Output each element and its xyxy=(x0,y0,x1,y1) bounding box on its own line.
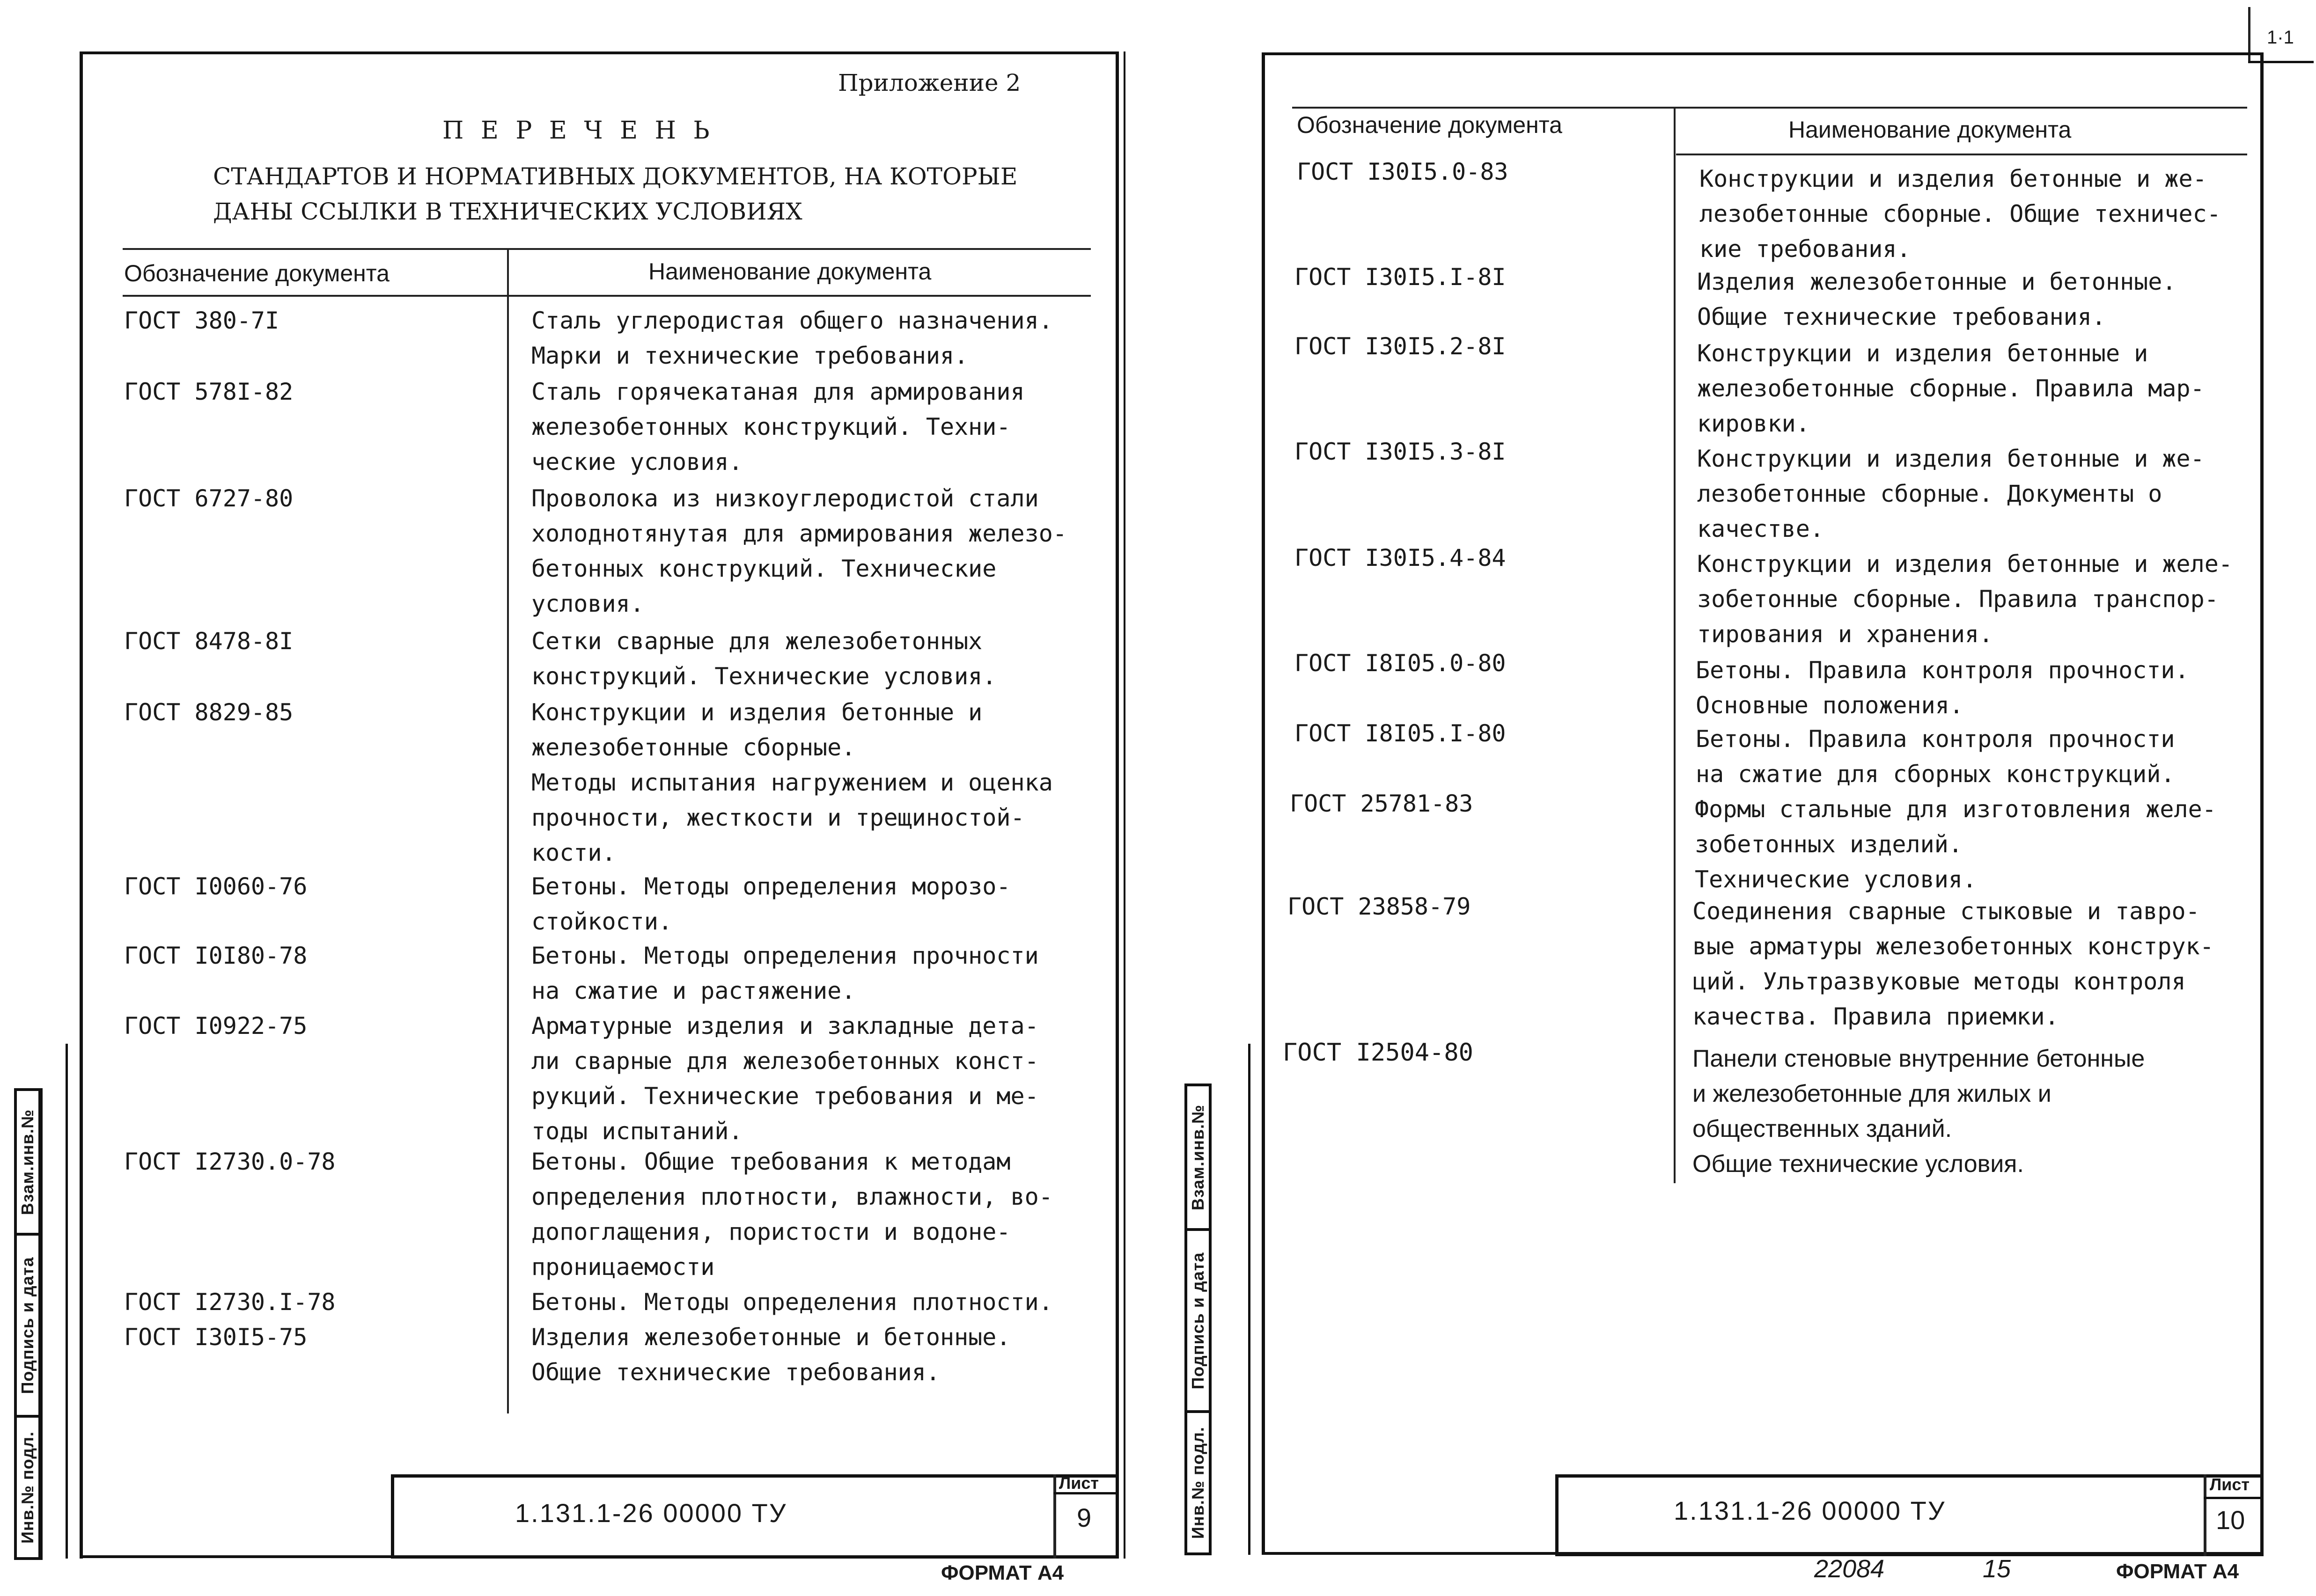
table-header-bottom-rule xyxy=(1676,154,2247,155)
table-row-name: Изделия железобетонные и бетонные. Общие технические требования. xyxy=(1697,268,2176,330)
subtitle-line-1: СТАНДАРТОВ И НОРМАТИВНЫХ ДОКУМЕНТОВ, НА КОТОРЫЕ xyxy=(213,163,1018,190)
sheet-label: Лист xyxy=(2210,1475,2250,1494)
title-block-divider xyxy=(1053,1474,1056,1559)
table-row-name: Конструкции и изделия бетонные и желе- зобетонные сборные. Правила транспор- тирования и хранения. xyxy=(1697,550,2233,648)
table-row-name: Конструкции и изделия бетонные и железобетонные сборные. Методы испытания нагружением и оценка прочности, жесткости и трещиностой- кости. xyxy=(531,699,1053,866)
side-strip-inner-edge xyxy=(1248,1044,1250,1555)
col-header-name: Наименование документа xyxy=(1788,117,2072,143)
table-column-divider xyxy=(507,248,509,1413)
table-row-code: ГОСТ I30I5-75 xyxy=(124,1324,308,1351)
right-frame-left xyxy=(1262,52,1265,1555)
left-frame-right-inner xyxy=(1124,51,1125,1559)
table-row-code: ГОСТ I2730.I-78 xyxy=(124,1289,336,1316)
table-row-name: Сталь углеродистая общего назначения. Марки и технические требования. xyxy=(531,307,1053,369)
table-row-code: ГОСТ I8I05.I-80 xyxy=(1294,720,1506,747)
right-page xyxy=(1161,0,2316,1596)
title-block-divider xyxy=(2204,1474,2206,1556)
table-row-code: ГОСТ I2504-80 xyxy=(1283,1039,1473,1067)
table-row-code: ГОСТ 380-7I xyxy=(124,307,279,334)
side-label-original-inv: Инв.№ подл. xyxy=(18,1431,37,1544)
format-label: ФОРМАТ А4 xyxy=(941,1561,1064,1584)
side-label-original-inv: Инв.№ подл. xyxy=(1188,1427,1207,1539)
format-label: ФОРМАТ А4 xyxy=(2116,1560,2239,1583)
side-cell-signature-date xyxy=(1184,1228,1212,1413)
table-row-name: Бетоны. Правила контроля прочности на сжатие для сборных конструкций. xyxy=(1696,725,2175,788)
corner-mark: 1·1 xyxy=(2267,27,2294,48)
col-header-designation: Обозначение документа xyxy=(124,260,390,286)
table-row-name: Арматурные изделия и закладные дета- ли сварные для железобетонных конст- рукций. Технические требования и ме- тоды испытаний. xyxy=(531,1012,1039,1145)
side-strip-right-edge xyxy=(40,1088,43,1560)
table-row-code: ГОСТ I0922-75 xyxy=(124,1012,308,1040)
side-label-signature-date: Подпись и дата xyxy=(1188,1252,1207,1389)
table-row-code: ГОСТ 25781-83 xyxy=(1290,790,1473,817)
side-cell-replacement-inv xyxy=(14,1088,41,1236)
table-row-name: Проволока из низкоуглеродистой стали холоднотянутая для армирования железо- бетонных конструкций. Технические условия. xyxy=(531,485,1067,617)
table-row-name: Изделия железобетонные и бетонные. Общие технические требования. xyxy=(531,1324,1011,1386)
table-header-top-rule xyxy=(123,248,1091,250)
table-row-name: Бетоны. Методы определения морозо- стойкости. xyxy=(531,873,1011,935)
table-row-code: ГОСТ 23858-79 xyxy=(1287,893,1471,920)
table-row-name: Сталь горячекатаная для армирования железобетонных конструкций. Техни- ческие условия. xyxy=(531,378,1025,476)
page-title: П Е Р Е Ч Е Н Ь xyxy=(442,117,714,145)
table-row-code: ГОСТ 8478-8I xyxy=(124,628,294,655)
table-row-code: ГОСТ 8829-85 xyxy=(124,699,294,726)
left-frame-left xyxy=(80,51,83,1559)
table-row-code: ГОСТ I30I5.2-8I xyxy=(1294,333,1506,360)
col-header-designation: Обозначение документа xyxy=(1297,112,1562,138)
corner-mark-rule xyxy=(2248,61,2314,63)
table-row-code: ГОСТ I8I05.0-80 xyxy=(1294,650,1506,677)
table-row-name: Соединения сварные стыковые и тавро- вые арматуры железобетонных конструк- ций. Ультразвуковые методы контроля качества. Правила приемки. xyxy=(1692,898,2214,1030)
table-row-name: Бетоны. Правила контроля прочности. Основные положения. xyxy=(1696,657,2189,719)
side-label-signature-date: Подпись и дата xyxy=(18,1257,37,1394)
table-row-name: Бетоны. Методы определения прочности на сжатие и растяжение. xyxy=(531,942,1039,1004)
document-code: 1.131.1-26 00000 ТУ xyxy=(515,1498,787,1528)
bottom-number-1: 22084 xyxy=(1814,1555,1885,1583)
table-column-divider xyxy=(1674,107,1676,1183)
document-code: 1.131.1-26 00000 ТУ xyxy=(1674,1496,1946,1525)
table-row-code: ГОСТ I30I5.0-83 xyxy=(1297,158,1508,185)
table-row-name: Бетоны. Методы определения плотности. xyxy=(531,1289,1053,1316)
table-row-name: Конструкции и изделия бетонные и же- лезобетонные сборные. Документы о качестве. xyxy=(1697,445,2205,542)
side-cell-original-inv xyxy=(1184,1410,1212,1555)
table-row-name: Сетки сварные для железобетонных конструкций. Технические условия. xyxy=(531,628,997,690)
sheet-label: Лист xyxy=(1059,1473,1099,1493)
table-header-bottom-rule xyxy=(123,295,1091,297)
table-row-code: ГОСТ I2730.0-78 xyxy=(124,1148,336,1175)
side-strip-inner-edge xyxy=(66,1044,68,1559)
right-frame-right xyxy=(2260,52,2264,1555)
right-frame-top xyxy=(1262,52,2264,55)
table-row-code: ГОСТ I30I5.4-84 xyxy=(1294,544,1506,571)
table-row-code: ГОСТ I0060-76 xyxy=(124,873,308,900)
sheet-label-rule xyxy=(2204,1497,2264,1499)
left-frame-top xyxy=(80,51,1119,54)
side-cell-original-inv xyxy=(14,1415,41,1560)
sheet-number: 10 xyxy=(2216,1505,2245,1535)
table-row-code: ГОСТ 578I-82 xyxy=(124,378,294,405)
table-row-code: ГОСТ I30I5.3-8I xyxy=(1294,438,1506,465)
table-row-code: ГОСТ I0I80-78 xyxy=(124,942,308,969)
side-label-replacement-inv: Взам.инв.№ xyxy=(1188,1104,1207,1210)
table-row-name: Конструкции и изделия бетонные и же- лезобетонные сборные. Общие техничес- кие требования. xyxy=(1699,165,2221,263)
side-label-replacement-inv: Взам.инв.№ xyxy=(18,1109,37,1215)
table-row-name: Формы стальные для изготовления желе- зобетонных изделий. Технические условия. xyxy=(1695,796,2216,893)
side-cell-replacement-inv xyxy=(1184,1084,1212,1231)
side-cell-signature-date xyxy=(14,1233,41,1418)
bottom-number-2: 15 xyxy=(1983,1555,2011,1583)
sheet-number: 9 xyxy=(1077,1503,1092,1532)
table-row-name: Конструкции и изделия бетонные и железобетонные сборные. Правила мар- кировки. xyxy=(1697,340,2205,437)
table-row-name: Бетоны. Общие требования к методам определения плотности, влажности, во- допоглащения, пористости и водоне- проницаемости xyxy=(531,1148,1053,1281)
table-row-code: ГОСТ I30I5.I-8I xyxy=(1294,264,1506,291)
col-header-name: Наименование документа xyxy=(648,258,932,285)
table-row-name: Панели стеновые внутренние бетонные и железобетонные для жилых и общественных зданий. Общие технические условия. xyxy=(1692,1045,2145,1178)
subtitle-line-2: ДАНЫ ССЫЛКИ В ТЕХНИЧЕСКИХ УСЛОВИЯХ xyxy=(213,198,802,225)
appendix-label: Приложение 2 xyxy=(838,69,1021,96)
left-frame-right xyxy=(1116,51,1119,1559)
table-row-code: ГОСТ 6727-80 xyxy=(124,485,294,512)
